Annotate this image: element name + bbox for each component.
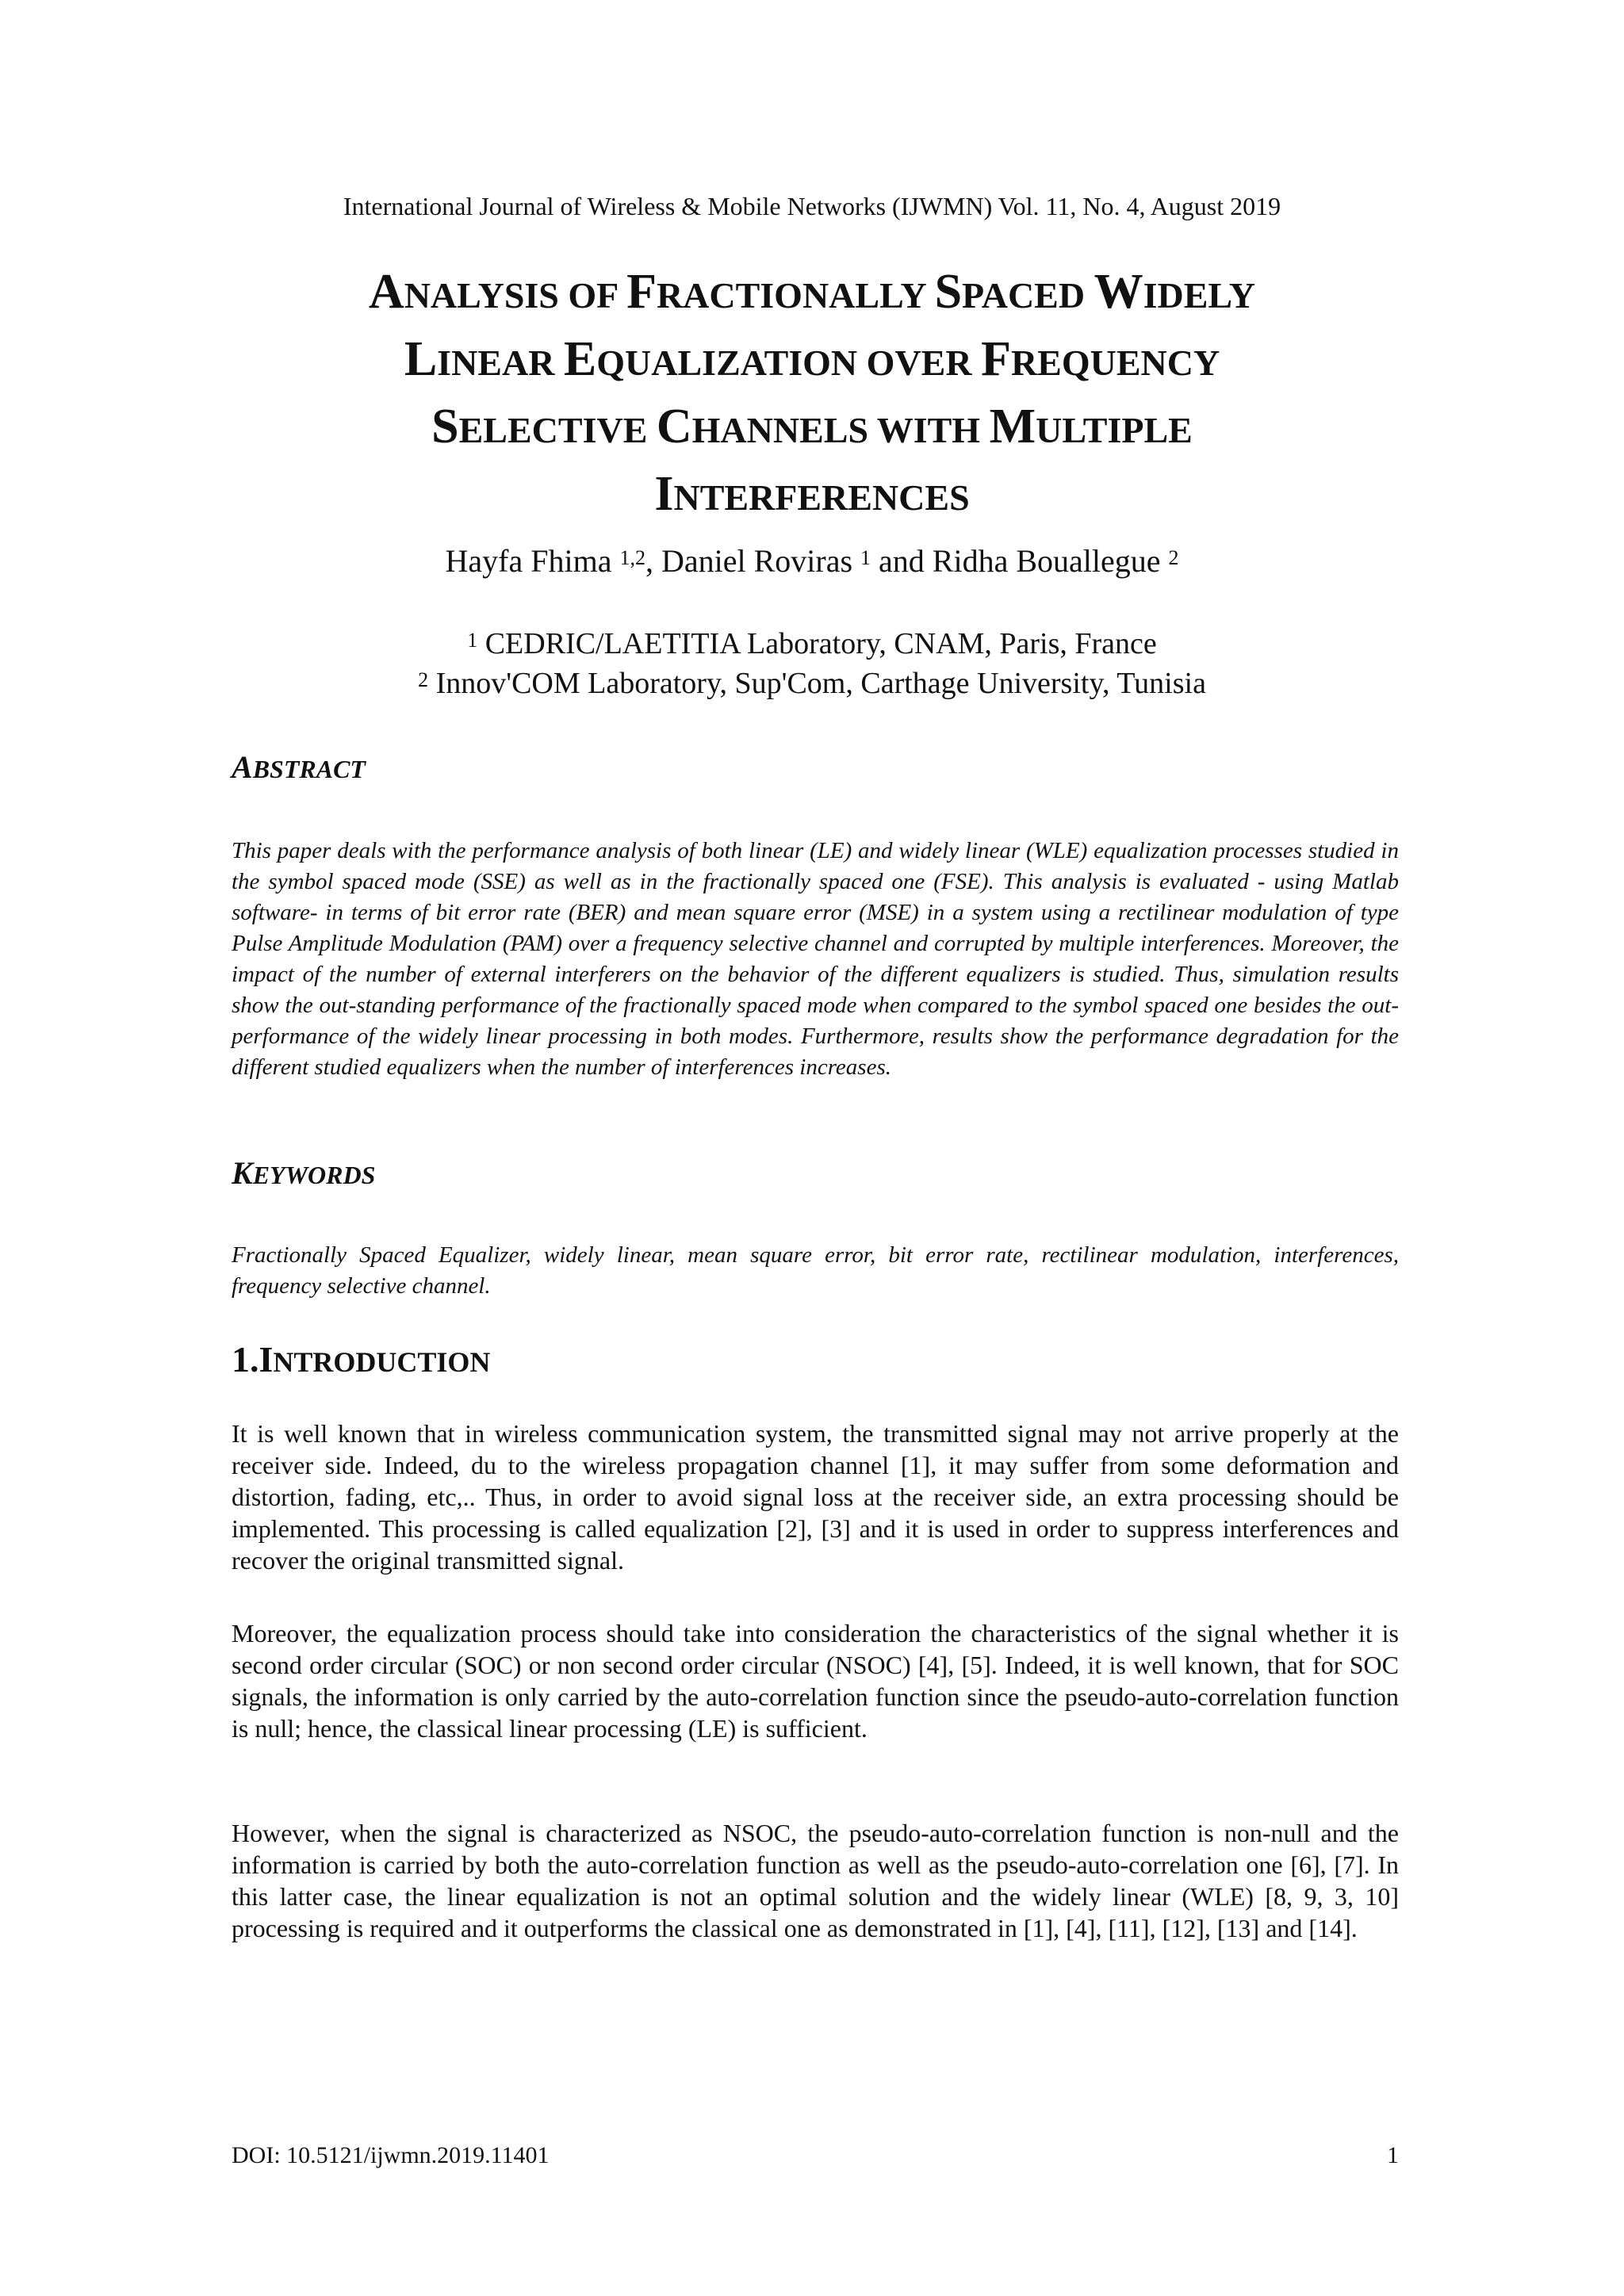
author-affiliation-mark: 1,2 [619,546,645,569]
intro-paragraph-1: It is well known that in wireless communication system, the transmitted signal may not arrive properly at the receiver side. Indeed, du to the wireless propagation channel [1], it may suffer from some deformation and distortion, fading, etc,.. Thus, in order to avoid signal loss at the receiver side, an extra processing should be implemented. This processing is called equalization [2], [3] and it is used in order to suppress interferences and recover the original transmitted signal. [232,1419,1399,1575]
author-affiliation-mark: 2 [1168,546,1179,569]
title-line-4 [206,462,1418,530]
doi-footer: DOI: 10.5121/ijwmn.2019.11401 [232,2142,550,2168]
title-segment: REQUENCY [1010,342,1220,383]
author-name: and Ridha Bouallegue [871,543,1169,579]
title-segment: ELECTIVE [458,410,657,450]
title-line-1 [206,260,1418,327]
affiliation-text: CEDRIC/LAETITIA Laboratory, CNAM, Paris, France [477,627,1157,660]
abstract-text: This paper deals with the performance analysis of both linear (LE) and widely linear (WLE) equalization processes studied in the symbol spaced mode (SSE) as well as in the fractionally spaced one (FSE). This analysis is evaluated - using Matlab software- in terms of bit error rate (BER) and mean square error (MSE) in a system using a rectilinear modulation of type Pulse Amplitude Modulation (PAM) over a frequency selective channel and corrupted by multiple interferences. Moreover, the impact of the number of external interferers on the behavior of the different equalizers is studied. Thus, simulation results show the out-standing performance of the fractionally spaced mode when compared to the symbol spaced one besides the out-performance of the widely linear processing in both modes. Furthermore, results show the performance degradation for the different studied equalizers when the number of interferences increases. [232,838,1399,1080]
title-segment: A [368,265,404,319]
title-segment: M [989,400,1036,453]
title-segment: HANNELS WITH [691,410,990,450]
title-segment: NTERFERENCES [673,477,970,518]
journal-header: International Journal of Wireless & Mobile Networks (IJWMN) Vol. 11, No. 4, August 2019 [343,192,1281,220]
keywords-text: Fractionally Spaced Equalizer, widely linear, mean square error, bit error rate, rectilinear modulation, interferences, frequency selective channel. [232,1242,1399,1299]
abstract-heading: ABSTRACT [232,749,366,785]
title-segment: INEAR [437,342,564,383]
author-affiliation-mark: 1 [860,546,871,569]
affiliation-mark: 1 [467,629,478,652]
introduction-heading: 1.INTRODUCTION [232,1339,491,1380]
author-list [0,541,1624,582]
paper-title [206,260,1418,530]
intro-paragraph-2: Moreover, the equalization process should take into consideration the characteristics of the signal whether it is second order circular (SOC) or non second order circular (NSOC) [4], [5]. Indeed, it is well known, that for SOC signals, the information is only carried by the auto-correlation function since the pseudo-auto-correlation function is null; hence, the classical linear processing (LE) is sufficient. [232,1619,1399,1743]
title-segment: W [1094,265,1143,319]
title-segment: S [934,265,963,319]
page-number: 1 [1387,2142,1399,2168]
author-name: , Daniel Roviras [645,543,861,579]
intro-paragraph-3: However, when the signal is characterized as NSOC, the pseudo-auto-correlation function is non-null and the information is carried by both the auto-correlation function as well as the pseudo-auto-correlation one [6], [7]. In this latter case, the linear equalization is not an optimal solution and the widely linear (WLE) [8, 9, 3, 10] processing is required and it outperforms the classical one as demonstrated in [1], [4], [11], [12], [13] and [14]. [232,1819,1399,1942]
title-segment: IDELY [1143,275,1256,316]
affiliation-1 [0,624,1624,664]
title-segment: PACED [962,275,1094,316]
title-segment: ULTIPLE [1036,410,1193,450]
affiliation-2 [0,664,1624,703]
keywords-heading: KEYWORDS [232,1155,376,1191]
title-line-2 [206,327,1418,395]
title-segment: L [404,332,438,386]
title-segment: QUALIZATION OVER [596,342,982,383]
affiliation-mark: 2 [418,668,429,691]
title-segment: F [626,265,657,319]
affiliation-text: Innov'COM Laboratory, Sup'Com, Carthage University, Tunisia [428,667,1206,700]
author-name: Hayfa Fhima [445,543,620,579]
title-segment: F [981,332,1011,386]
title-segment: I [654,467,674,521]
title-segment: E [563,332,597,386]
title-segment: C [656,400,692,453]
title-segment: NALYSIS OF [404,275,627,316]
title-line-3 [206,395,1418,462]
affiliation-list [0,624,1624,703]
title-segment: S [431,400,459,453]
title-segment: RACTIONALLY [656,275,935,316]
